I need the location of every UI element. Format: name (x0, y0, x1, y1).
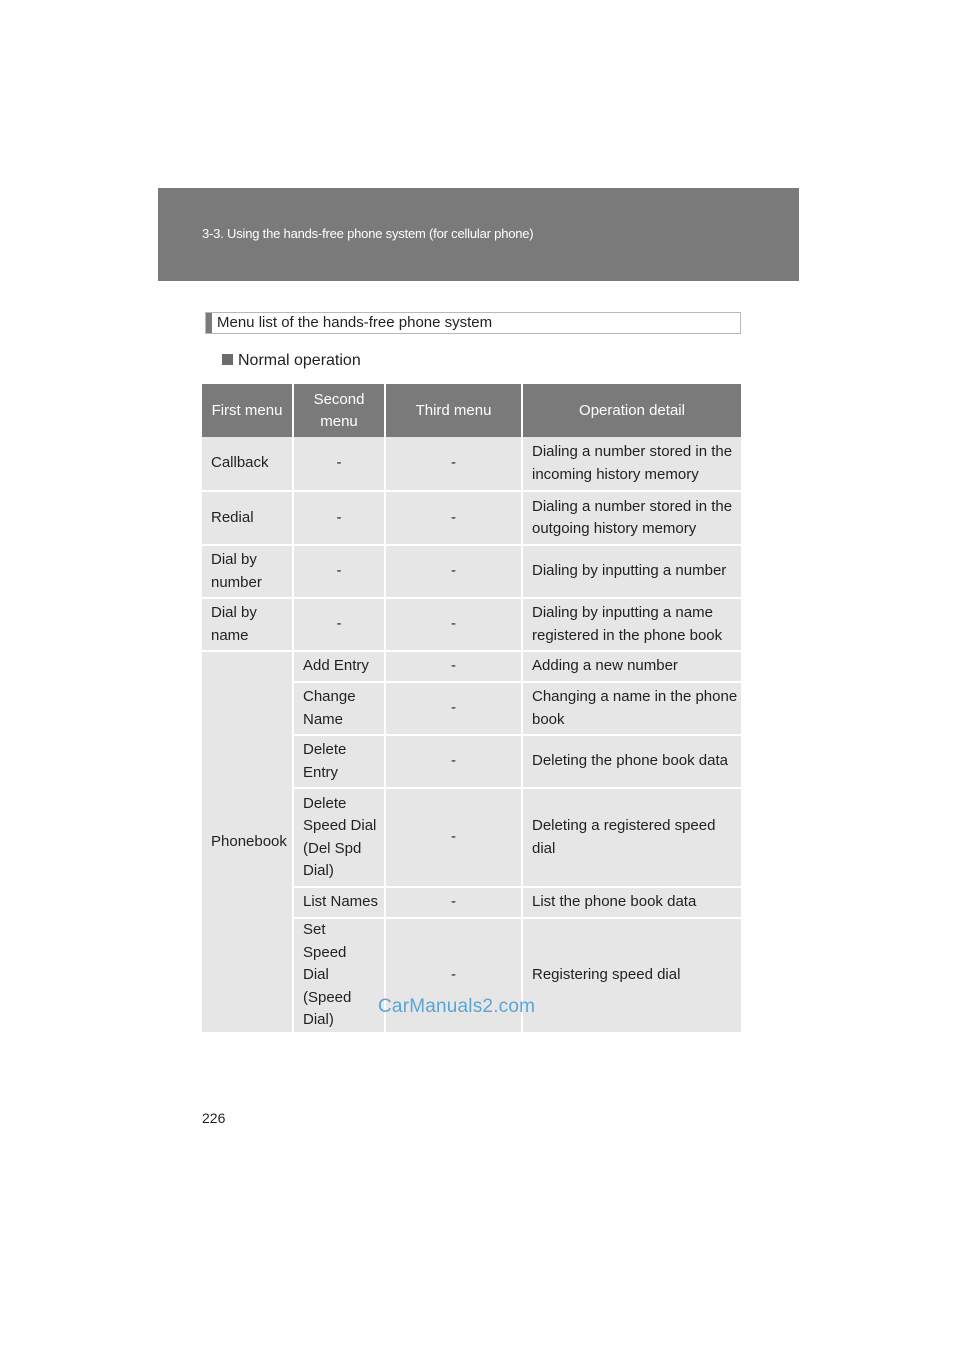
second-menu-cell: Delete Speed Dial (Del Spd Dial) (293, 788, 385, 887)
table-row (202, 651, 741, 682)
header-third-menu: Third menu (385, 384, 522, 437)
section-title: Menu list of the hands-free phone system (217, 314, 493, 331)
first-menu-cell: Dial by name (202, 598, 293, 651)
third-menu-cell: - (385, 788, 522, 887)
section-header: 3-3. Using the hands-free phone system (for cellular phone) (202, 226, 534, 241)
operation-detail-cell: Deleting a registered speed dial (522, 788, 741, 887)
third-menu-cell: - (385, 545, 522, 598)
third-menu-cell: - (385, 918, 522, 1033)
second-menu-cell: - (293, 598, 385, 651)
operation-detail-cell: List the phone book data (522, 887, 741, 918)
watermark: CarManuals2.com (378, 996, 536, 1017)
operation-detail-cell: Dialing by inputting a number (522, 545, 741, 598)
operation-detail-cell: Registering speed dial (522, 918, 741, 1033)
operation-detail-cell: Dialing a number stored in the outgoing history memory (522, 491, 741, 545)
header-first-menu: First menu (202, 384, 293, 437)
square-bullet-icon (222, 354, 233, 365)
operation-detail-cell: Changing a name in the phone book (522, 682, 741, 735)
table-row (202, 491, 741, 545)
header-operation-detail: Operation detail (522, 384, 741, 437)
third-menu-cell: - (385, 437, 522, 491)
third-menu-cell: - (385, 887, 522, 918)
operation-detail-cell: Dialing a number stored in the incoming history memory (522, 437, 741, 491)
third-menu-cell: - (385, 735, 522, 788)
third-menu-cell: - (385, 491, 522, 545)
first-menu-cell-phonebook: Phonebook (202, 651, 293, 1033)
second-menu-cell: - (293, 491, 385, 545)
third-menu-cell: - (385, 651, 522, 682)
subheading (222, 352, 361, 370)
operation-detail-cell: Dialing by inputting a name registered in the phone book (522, 598, 741, 651)
third-menu-cell: - (385, 682, 522, 735)
operation-detail-cell: Deleting the phone book data (522, 735, 741, 788)
table-header-row (202, 384, 741, 437)
first-menu-cell: Redial (202, 491, 293, 545)
second-menu-cell: Add Entry (293, 651, 385, 682)
section-title-bar (206, 313, 212, 333)
third-menu-cell: - (385, 598, 522, 651)
table-row (202, 437, 741, 491)
second-menu-cell: Delete Entry (293, 735, 385, 788)
header-second-menu: Second menu (293, 384, 385, 437)
first-menu-cell: Dial by number (202, 545, 293, 598)
table-row (202, 598, 741, 651)
section-title-box (205, 312, 741, 334)
second-menu-cell: - (293, 437, 385, 491)
operation-detail-cell: Adding a new number (522, 651, 741, 682)
page-number: 226 (202, 1110, 226, 1126)
second-menu-cell: - (293, 545, 385, 598)
second-menu-cell: Set Speed Dial (Speed Dial) (293, 918, 385, 1033)
second-menu-cell: List Names (293, 887, 385, 918)
subheading-text: Normal operation (238, 352, 361, 369)
table-row (202, 545, 741, 598)
menu-table (202, 384, 741, 1034)
first-menu-cell: Callback (202, 437, 293, 491)
second-menu-cell: Change Name (293, 682, 385, 735)
